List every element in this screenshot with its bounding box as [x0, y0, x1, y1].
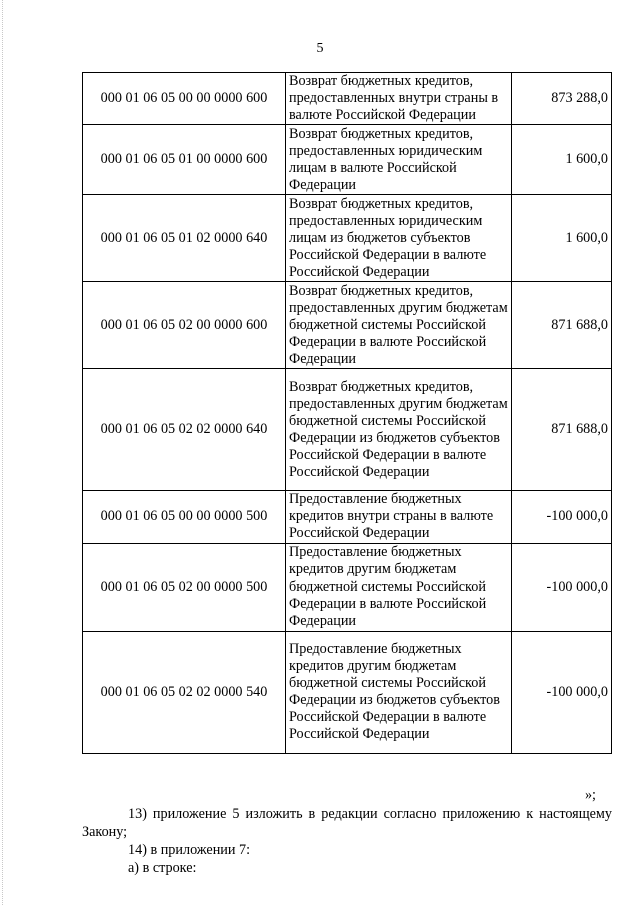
row-description: Предоставление бюджетных кредитов внутри страны в валюте Российской Федерации — [286, 491, 512, 543]
budget-code: 000 01 06 05 02 00 0000 600 — [83, 282, 286, 369]
row-amount: 1 600,0 — [512, 125, 612, 195]
row-description: Возврат бюджетных кредитов, предоставленных другим бюджетам бюджетной системы Российской Федерации в валюте Российской Федерации — [286, 282, 512, 369]
row-description: Предоставление бюджетных кредитов другим бюджетам бюджетной системы Российской Федерации в валюте Российской Федерации — [286, 543, 512, 631]
scan-margin-line — [2, 0, 3, 905]
table-row — [83, 73, 612, 125]
row-description: Возврат бюджетных кредитов, предоставленных другим бюджетам бюджетной системы Российской Федерации из бюджетов субъектов Российской Федерации в валюте Российской Федерации — [286, 369, 512, 491]
table-row — [83, 631, 612, 753]
row-amount: -100 000,0 — [512, 543, 612, 631]
paragraph-item-14: 14) в приложении 7: — [128, 842, 251, 858]
budget-code: 000 01 06 05 00 00 0000 500 — [83, 491, 286, 543]
table-row — [83, 195, 612, 282]
paragraph-item-14a: а) в строке: — [128, 860, 197, 876]
table-row — [83, 491, 612, 543]
row-amount: 1 600,0 — [512, 195, 612, 282]
row-description: Возврат бюджетных кредитов, предоставленных внутри страны в валюте Российской Федерации — [286, 73, 512, 125]
closing-quote: »; — [584, 787, 596, 803]
table-row — [83, 125, 612, 195]
row-description: Возврат бюджетных кредитов, предоставленных юридическим лицам из бюджетов субъектов Российской Федерации в валюте Российской Федерации — [286, 195, 512, 282]
budget-code: 000 01 06 05 00 00 0000 600 — [83, 73, 286, 125]
row-amount: -100 000,0 — [512, 491, 612, 543]
budget-code: 000 01 06 05 01 00 0000 600 — [83, 125, 286, 195]
row-amount: 873 288,0 — [512, 73, 612, 125]
page-number: 5 — [316, 41, 324, 56]
budget-table — [82, 72, 612, 754]
row-description: Предоставление бюджетных кредитов другим бюджетам бюджетной системы Российской Федерации из бюджетов субъектов Российской Федерации в валюте Российской Федерации — [286, 631, 512, 753]
table-row — [83, 282, 612, 369]
row-description: Возврат бюджетных кредитов, предоставленных юридическим лицам в валюте Российской Федерации — [286, 125, 512, 195]
budget-code: 000 01 06 05 02 02 0000 640 — [83, 369, 286, 491]
paragraph-item-13: 13) приложение 5 изложить в редакции согласно приложению к настоящему Закону; — [82, 806, 612, 840]
row-amount: -100 000,0 — [512, 631, 612, 753]
budget-code: 000 01 06 05 02 02 0000 540 — [83, 631, 286, 753]
budget-code: 000 01 06 05 02 00 0000 500 — [83, 543, 286, 631]
row-amount: 871 688,0 — [512, 282, 612, 369]
budget-code: 000 01 06 05 01 02 0000 640 — [83, 195, 286, 282]
table-row — [83, 369, 612, 491]
row-amount: 871 688,0 — [512, 369, 612, 491]
table-row — [83, 543, 612, 631]
